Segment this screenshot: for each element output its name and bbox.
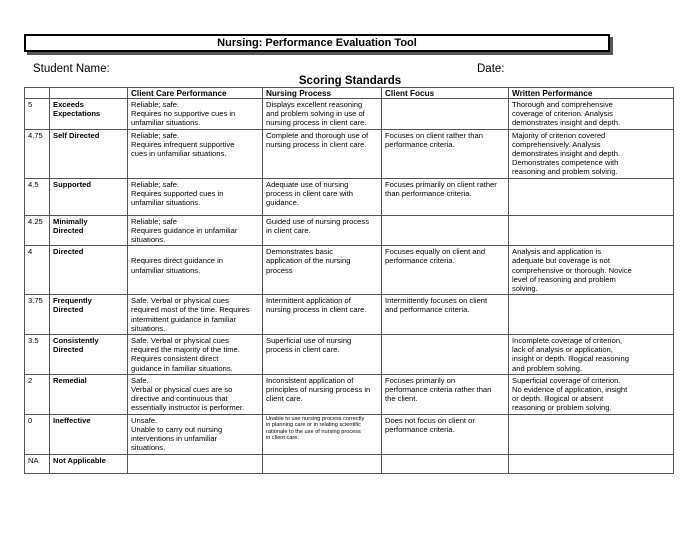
table-row bbox=[25, 215, 674, 246]
written-performance-cell bbox=[509, 215, 674, 246]
score-cell: NA bbox=[25, 454, 50, 473]
level-cell: Ineffective bbox=[50, 414, 128, 454]
client-focus-cell: Does not focus on client or performance criteria. bbox=[382, 414, 509, 454]
table-row bbox=[25, 295, 674, 335]
client-care-cell: Safe. Verbal or physical cues are so directive and continuous that essentially instructor is performer. bbox=[128, 374, 263, 414]
scoring-standards-table bbox=[24, 87, 674, 474]
score-cell: 0 bbox=[25, 414, 50, 454]
client-care-cell: Requires direct guidance in unfamiliar situations. bbox=[128, 246, 263, 295]
table-row bbox=[25, 129, 674, 178]
written-performance-header: Written Performance bbox=[509, 88, 674, 99]
level-cell: Frequently Directed bbox=[50, 295, 128, 335]
score-cell: 4.25 bbox=[25, 215, 50, 246]
client-focus-cell: Focuses primarily on client rather than performance criteria. bbox=[382, 178, 509, 215]
level-cell: Minimally Directed bbox=[50, 215, 128, 246]
level-cell: Consistently Directed bbox=[50, 335, 128, 375]
nursing-process-cell: Complete and thorough use of nursing process in client care. bbox=[263, 129, 382, 178]
table-row bbox=[25, 414, 674, 454]
written-performance-cell: Thorough and comprehensive coverage of criterion. Analysis demonstrates insight and depth. bbox=[509, 99, 674, 130]
document-title: Nursing: Performance Evaluation Tool bbox=[24, 34, 610, 52]
table-row bbox=[25, 374, 674, 414]
nursing-process-cell: Displays excellent reasoning and problem solving in use of nursing process in client care. bbox=[263, 99, 382, 130]
client-focus-cell bbox=[382, 335, 509, 375]
written-performance-cell bbox=[509, 454, 674, 473]
written-performance-cell: Superficial coverage of criterion. No evidence of application, insight or depth. Illogical or absent reasoning or problem solving. bbox=[509, 374, 674, 414]
score-cell: 4.75 bbox=[25, 129, 50, 178]
client-focus-cell bbox=[382, 215, 509, 246]
client-care-cell: Safe. Verbal or physical cues required most of the time. Requires intermittent guidance in familiar situations. bbox=[128, 295, 263, 335]
level-cell: Self Directed bbox=[50, 129, 128, 178]
written-performance-cell bbox=[509, 414, 674, 454]
date-label: Date: bbox=[477, 63, 505, 75]
table-row bbox=[25, 178, 674, 215]
score-cell: 3.75 bbox=[25, 295, 50, 335]
client-care-cell: Reliable; safe. Requires infrequent supportive cues in unfamiliar situations. bbox=[128, 129, 263, 178]
written-performance-cell bbox=[509, 295, 674, 335]
table-row bbox=[25, 99, 674, 130]
nursing-process-cell: Guided use of nursing process in client care. bbox=[263, 215, 382, 246]
table-row bbox=[25, 246, 674, 295]
score-cell: 4 bbox=[25, 246, 50, 295]
table-row bbox=[25, 335, 674, 375]
written-performance-cell: Incomplete coverage of criterion, lack of analysis or application, insight or depth. Illogical reasoning and problem solving. bbox=[509, 335, 674, 375]
nursing-process-cell: Superficial use of nursing process in client care. bbox=[263, 335, 382, 375]
client-care-performance-header: Client Care Performance bbox=[128, 88, 263, 99]
score-cell: 4.5 bbox=[25, 178, 50, 215]
client-care-cell: Safe. Verbal or physical cues required the majority of the time. Requires consistent direct guidance in familiar situations. bbox=[128, 335, 263, 375]
client-care-cell: Reliable; safe. Requires no supportive cues in unfamiliar situations. bbox=[128, 99, 263, 130]
written-performance-cell: Analysis and application is adequate but coverage is not comprehensive or thorough. Novice level of reasoning and problem solving. bbox=[509, 246, 674, 295]
client-focus-cell: Intermittently focuses on client and performance criteria. bbox=[382, 295, 509, 335]
client-focus-cell bbox=[382, 99, 509, 130]
nursing-process-cell: Unable to use nursing process correctly in planning care or in relating scientific rationale to the use of nursing process in client care. bbox=[263, 414, 382, 454]
score-cell: 2 bbox=[25, 374, 50, 414]
client-care-cell: Unsafe. Unable to carry out nursing interventions in unfamiliar situations. bbox=[128, 414, 263, 454]
written-performance-cell: Majority of criterion covered comprehensively. Analysis demonstrates insight and depth. Demonstrates competence with reasoning and problem solving. bbox=[509, 129, 674, 178]
client-focus-header: Client Focus bbox=[382, 88, 509, 99]
nursing-process-cell: Intermittent application of nursing process in client care. bbox=[263, 295, 382, 335]
client-focus-cell bbox=[382, 454, 509, 473]
level-cell: Not Applicable bbox=[50, 454, 128, 473]
level-cell: Supported bbox=[50, 178, 128, 215]
nursing-process-header: Nursing Process bbox=[263, 88, 382, 99]
nursing-process-cell: Demonstrates basic application of the nursing process bbox=[263, 246, 382, 295]
client-care-cell: Reliable; safe. Requires supported cues in unfamiliar situations. bbox=[128, 178, 263, 215]
client-focus-cell: Focuses on client rather than performance criteria. bbox=[382, 129, 509, 178]
level-column-header bbox=[50, 88, 128, 99]
nursing-process-cell bbox=[263, 454, 382, 473]
level-cell: Exceeds Expectations bbox=[50, 99, 128, 130]
student-name-label: Student Name: bbox=[33, 63, 110, 75]
table-row bbox=[25, 454, 674, 473]
nursing-process-cell: Adequate use of nursing process in client care with guidance. bbox=[263, 178, 382, 215]
client-focus-cell: Focuses equally on client and performance criteria. bbox=[382, 246, 509, 295]
table-header-row bbox=[25, 88, 674, 99]
nursing-process-cell: Inconsistent application of principles of nursing process in client care. bbox=[263, 374, 382, 414]
client-care-cell bbox=[128, 454, 263, 473]
score-cell: 3.5 bbox=[25, 335, 50, 375]
written-performance-cell bbox=[509, 178, 674, 215]
score-cell: 5 bbox=[25, 99, 50, 130]
level-cell: Directed bbox=[50, 246, 128, 295]
level-cell: Remedial bbox=[50, 374, 128, 414]
client-care-cell: Reliable; safe Requires guidance in unfamiliar situations. bbox=[128, 215, 263, 246]
score-column-header bbox=[25, 88, 50, 99]
client-focus-cell: Focuses primarily on performance criteria rather than the client. bbox=[382, 374, 509, 414]
scoring-standards-heading: Scoring Standards bbox=[298, 75, 402, 87]
